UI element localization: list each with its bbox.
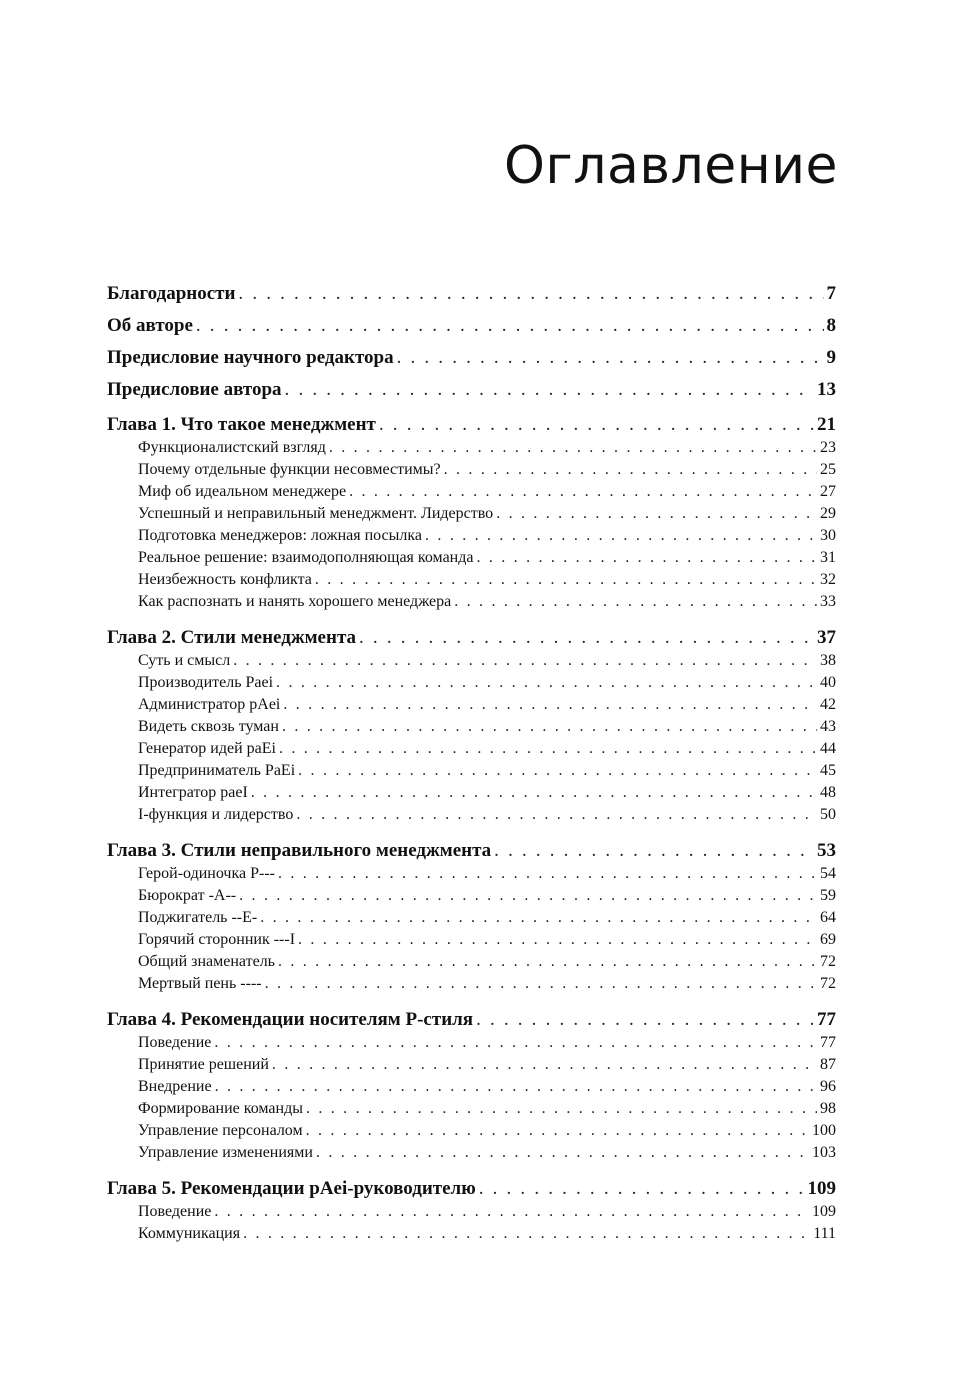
toc-section[interactable] bbox=[107, 525, 836, 547]
dot-leader bbox=[479, 1176, 805, 1201]
toc-entry-title: I-функция и лидерство bbox=[138, 806, 294, 823]
dot-leader bbox=[214, 1201, 809, 1223]
dot-leader bbox=[359, 625, 814, 650]
toc-entry-title: Об авторе bbox=[107, 315, 193, 336]
dot-leader bbox=[397, 342, 824, 374]
toc-entry-page: 50 bbox=[820, 806, 836, 823]
toc-section[interactable] bbox=[107, 459, 836, 481]
toc-entry-page: 7 bbox=[826, 283, 836, 304]
toc-entry-title: Предисловие научного редактора bbox=[107, 347, 394, 368]
toc-entry-page: 40 bbox=[820, 674, 836, 691]
dot-leader bbox=[283, 694, 817, 716]
toc-entry-page: 59 bbox=[820, 887, 836, 904]
toc-entry-title: Общий знаменатель bbox=[138, 953, 275, 970]
toc-section[interactable] bbox=[107, 672, 836, 694]
toc-entry-title: Глава 5. Рекомендации pAei-руководителю bbox=[107, 1178, 476, 1199]
dot-leader bbox=[260, 907, 817, 929]
toc-entry-title: Глава 1. Что такое менеджмент bbox=[107, 414, 376, 435]
toc-section[interactable] bbox=[107, 760, 836, 782]
toc-entry-title: Поведение bbox=[138, 1034, 212, 1051]
toc-section[interactable] bbox=[107, 804, 836, 826]
dot-leader bbox=[476, 1007, 814, 1032]
toc-section[interactable] bbox=[107, 481, 836, 503]
toc-entry-about-author[interactable] bbox=[107, 310, 836, 342]
toc-entry-title: Успешный и неправильный менеджмент. Лидерство bbox=[138, 505, 494, 522]
toc-entry-acknowledgements[interactable] bbox=[107, 278, 836, 310]
dot-leader bbox=[306, 1120, 809, 1142]
page-title: Оглавление bbox=[503, 136, 838, 196]
dot-leader bbox=[265, 973, 817, 995]
toc-entry-page: 98 bbox=[820, 1100, 836, 1117]
toc-section[interactable] bbox=[107, 973, 836, 995]
toc-section[interactable] bbox=[107, 1098, 836, 1120]
dot-leader bbox=[296, 804, 817, 826]
toc-entry-page: 32 bbox=[820, 571, 836, 588]
toc-entry-page: 29 bbox=[820, 505, 836, 522]
toc-entry-title: Глава 2. Стили менеджмента bbox=[107, 627, 357, 648]
toc-entry-page: 109 bbox=[807, 1178, 836, 1199]
toc-entry-title: Формирование команды bbox=[138, 1100, 303, 1117]
dot-leader bbox=[349, 481, 817, 503]
toc-entry-page: 27 bbox=[820, 483, 836, 500]
toc-section[interactable] bbox=[107, 1032, 836, 1054]
toc-entry-page: 109 bbox=[812, 1203, 836, 1220]
toc-entry-title: Поведение bbox=[138, 1203, 212, 1220]
dot-leader bbox=[239, 885, 817, 907]
toc-entry-page: 9 bbox=[826, 347, 836, 368]
dot-leader bbox=[298, 929, 817, 951]
toc-entry-page: 111 bbox=[813, 1225, 836, 1242]
toc-entry-page: 87 bbox=[820, 1056, 836, 1073]
table-of-contents bbox=[107, 278, 836, 1245]
dot-leader bbox=[278, 951, 817, 973]
toc-entry-page: 77 bbox=[817, 1009, 836, 1030]
toc-entry-title: Подготовка менеджеров: ложная посылка bbox=[138, 527, 423, 544]
toc-entry-page: 53 bbox=[817, 840, 836, 861]
toc-entry-title: Герой-одиночка P--- bbox=[138, 865, 275, 882]
dot-leader bbox=[425, 525, 817, 547]
dot-leader bbox=[329, 437, 817, 459]
dot-leader bbox=[214, 1032, 817, 1054]
toc-chapter-3[interactable] bbox=[107, 838, 836, 863]
toc-entry-title: Суть и смысл bbox=[138, 652, 231, 669]
toc-entry-title: Горячий сторонник ---I bbox=[138, 931, 296, 948]
dot-leader bbox=[272, 1054, 817, 1076]
dot-leader bbox=[316, 1142, 809, 1164]
dot-leader bbox=[251, 782, 817, 804]
toc-section[interactable] bbox=[107, 437, 836, 459]
toc-section[interactable] bbox=[107, 569, 836, 591]
toc-entry-title: Администратор pAei bbox=[138, 696, 281, 713]
toc-section[interactable] bbox=[107, 650, 836, 672]
toc-entry-page: 33 bbox=[820, 593, 836, 610]
toc-section[interactable] bbox=[107, 1201, 836, 1223]
toc-section[interactable] bbox=[107, 929, 836, 951]
toc-entry-page: 13 bbox=[817, 379, 836, 400]
toc-entry-page: 103 bbox=[812, 1144, 836, 1161]
toc-entry-page: 96 bbox=[820, 1078, 836, 1095]
toc-section[interactable] bbox=[107, 547, 836, 569]
toc-entry-page: 72 bbox=[820, 953, 836, 970]
dot-leader bbox=[233, 650, 817, 672]
toc-entry-editor-preface[interactable] bbox=[107, 342, 836, 374]
toc-section[interactable] bbox=[107, 694, 836, 716]
toc-entry-title: Функционалистский взгляд bbox=[138, 439, 326, 456]
toc-chapter-1[interactable] bbox=[107, 412, 836, 437]
toc-entry-title: Глава 3. Стили неправильного менеджмента bbox=[107, 840, 492, 861]
toc-entry-title: Управление персоналом bbox=[138, 1122, 303, 1139]
toc-entry-title: Принятие решений bbox=[138, 1056, 269, 1073]
dot-leader bbox=[276, 672, 817, 694]
toc-section[interactable] bbox=[107, 1120, 836, 1142]
toc-entry-title: Поджигатель --E- bbox=[138, 909, 258, 926]
toc-entry-page: 77 bbox=[820, 1034, 836, 1051]
toc-entry-page: 54 bbox=[820, 865, 836, 882]
toc-entry-page: 25 bbox=[820, 461, 836, 478]
dot-leader bbox=[278, 863, 817, 885]
toc-entry-title: Предприниматель PaEi bbox=[138, 762, 296, 779]
toc-entry-title: Благодарности bbox=[107, 283, 236, 304]
toc-entry-page: 72 bbox=[820, 975, 836, 992]
toc-entry-page: 48 bbox=[820, 784, 836, 801]
dot-leader bbox=[243, 1223, 810, 1245]
toc-entry-page: 8 bbox=[826, 315, 836, 336]
toc-entry-title: Видеть сквозь туман bbox=[138, 718, 279, 735]
dot-leader bbox=[444, 459, 817, 481]
dot-leader bbox=[298, 760, 817, 782]
toc-entry-page: 69 bbox=[820, 931, 836, 948]
toc-entry-title: Коммуникация bbox=[138, 1225, 241, 1242]
toc-section[interactable] bbox=[107, 738, 836, 760]
toc-entry-title: Почему отдельные функции несовместимы? bbox=[138, 461, 441, 478]
toc-entry-page: 21 bbox=[817, 414, 836, 435]
toc-entry-page: 64 bbox=[820, 909, 836, 926]
toc-entry-page: 100 bbox=[812, 1122, 836, 1139]
dot-leader bbox=[315, 569, 817, 591]
dot-leader bbox=[379, 412, 814, 437]
toc-entry-page: 23 bbox=[820, 439, 836, 456]
toc-entry-title: Как распознать и нанять хорошего менеджера bbox=[138, 593, 452, 610]
toc-entry-title: Внедрение bbox=[138, 1078, 212, 1095]
toc-section[interactable] bbox=[107, 782, 836, 804]
toc-entry-title: Мертвый пень ---- bbox=[138, 975, 262, 992]
dot-leader bbox=[282, 716, 817, 738]
toc-section[interactable] bbox=[107, 951, 836, 973]
dot-leader bbox=[196, 310, 824, 342]
toc-entry-page: 38 bbox=[820, 652, 836, 669]
toc-entry-page: 37 bbox=[817, 627, 836, 648]
dot-leader bbox=[306, 1098, 817, 1120]
toc-section[interactable] bbox=[107, 1223, 836, 1245]
toc-entry-title: Интегратор paeI bbox=[138, 784, 248, 801]
dot-leader bbox=[279, 738, 817, 760]
toc-section[interactable] bbox=[107, 1076, 836, 1098]
toc-section[interactable] bbox=[107, 907, 836, 929]
toc-section[interactable] bbox=[107, 503, 836, 525]
toc-chapter-4[interactable] bbox=[107, 1007, 836, 1032]
toc-entry-title: Предисловие автора bbox=[107, 379, 282, 400]
dot-leader bbox=[476, 547, 817, 569]
dot-leader bbox=[454, 591, 817, 613]
toc-chapter-2[interactable] bbox=[107, 625, 836, 650]
toc-entry-page: 43 bbox=[820, 718, 836, 735]
toc-entry-title: Глава 4. Рекомендации носителям P-стиля bbox=[107, 1009, 474, 1030]
toc-entry-title: Производитель Paei bbox=[138, 674, 274, 691]
dot-leader bbox=[496, 503, 817, 525]
toc-entry-page: 30 bbox=[820, 527, 836, 544]
toc-section[interactable] bbox=[107, 591, 836, 613]
toc-chapter-5[interactable] bbox=[107, 1176, 836, 1201]
toc-entry-title: Реальное решение: взаимодополняющая команда bbox=[138, 549, 474, 566]
toc-entry-page: 45 bbox=[820, 762, 836, 779]
dot-leader bbox=[285, 374, 814, 406]
dot-leader bbox=[494, 838, 814, 863]
dot-leader bbox=[215, 1076, 817, 1098]
toc-entry-page: 31 bbox=[820, 549, 836, 566]
toc-section[interactable] bbox=[107, 716, 836, 738]
toc-section[interactable] bbox=[107, 885, 836, 907]
toc-entry-title: Неизбежность конфликта bbox=[138, 571, 312, 588]
toc-entry-title: Генератор идей paEi bbox=[138, 740, 276, 757]
toc-entry-author-preface[interactable] bbox=[107, 374, 836, 406]
toc-entry-page: 42 bbox=[820, 696, 836, 713]
toc-entry-title: Миф об идеальном менеджере bbox=[138, 483, 347, 500]
toc-entry-page: 44 bbox=[820, 740, 836, 757]
toc-entry-title: Управление изменениями bbox=[138, 1144, 313, 1161]
toc-section[interactable] bbox=[107, 863, 836, 885]
dot-leader bbox=[238, 278, 823, 310]
toc-section[interactable] bbox=[107, 1142, 836, 1164]
toc-section[interactable] bbox=[107, 1054, 836, 1076]
toc-entry-title: Бюрократ -A-- bbox=[138, 887, 237, 904]
